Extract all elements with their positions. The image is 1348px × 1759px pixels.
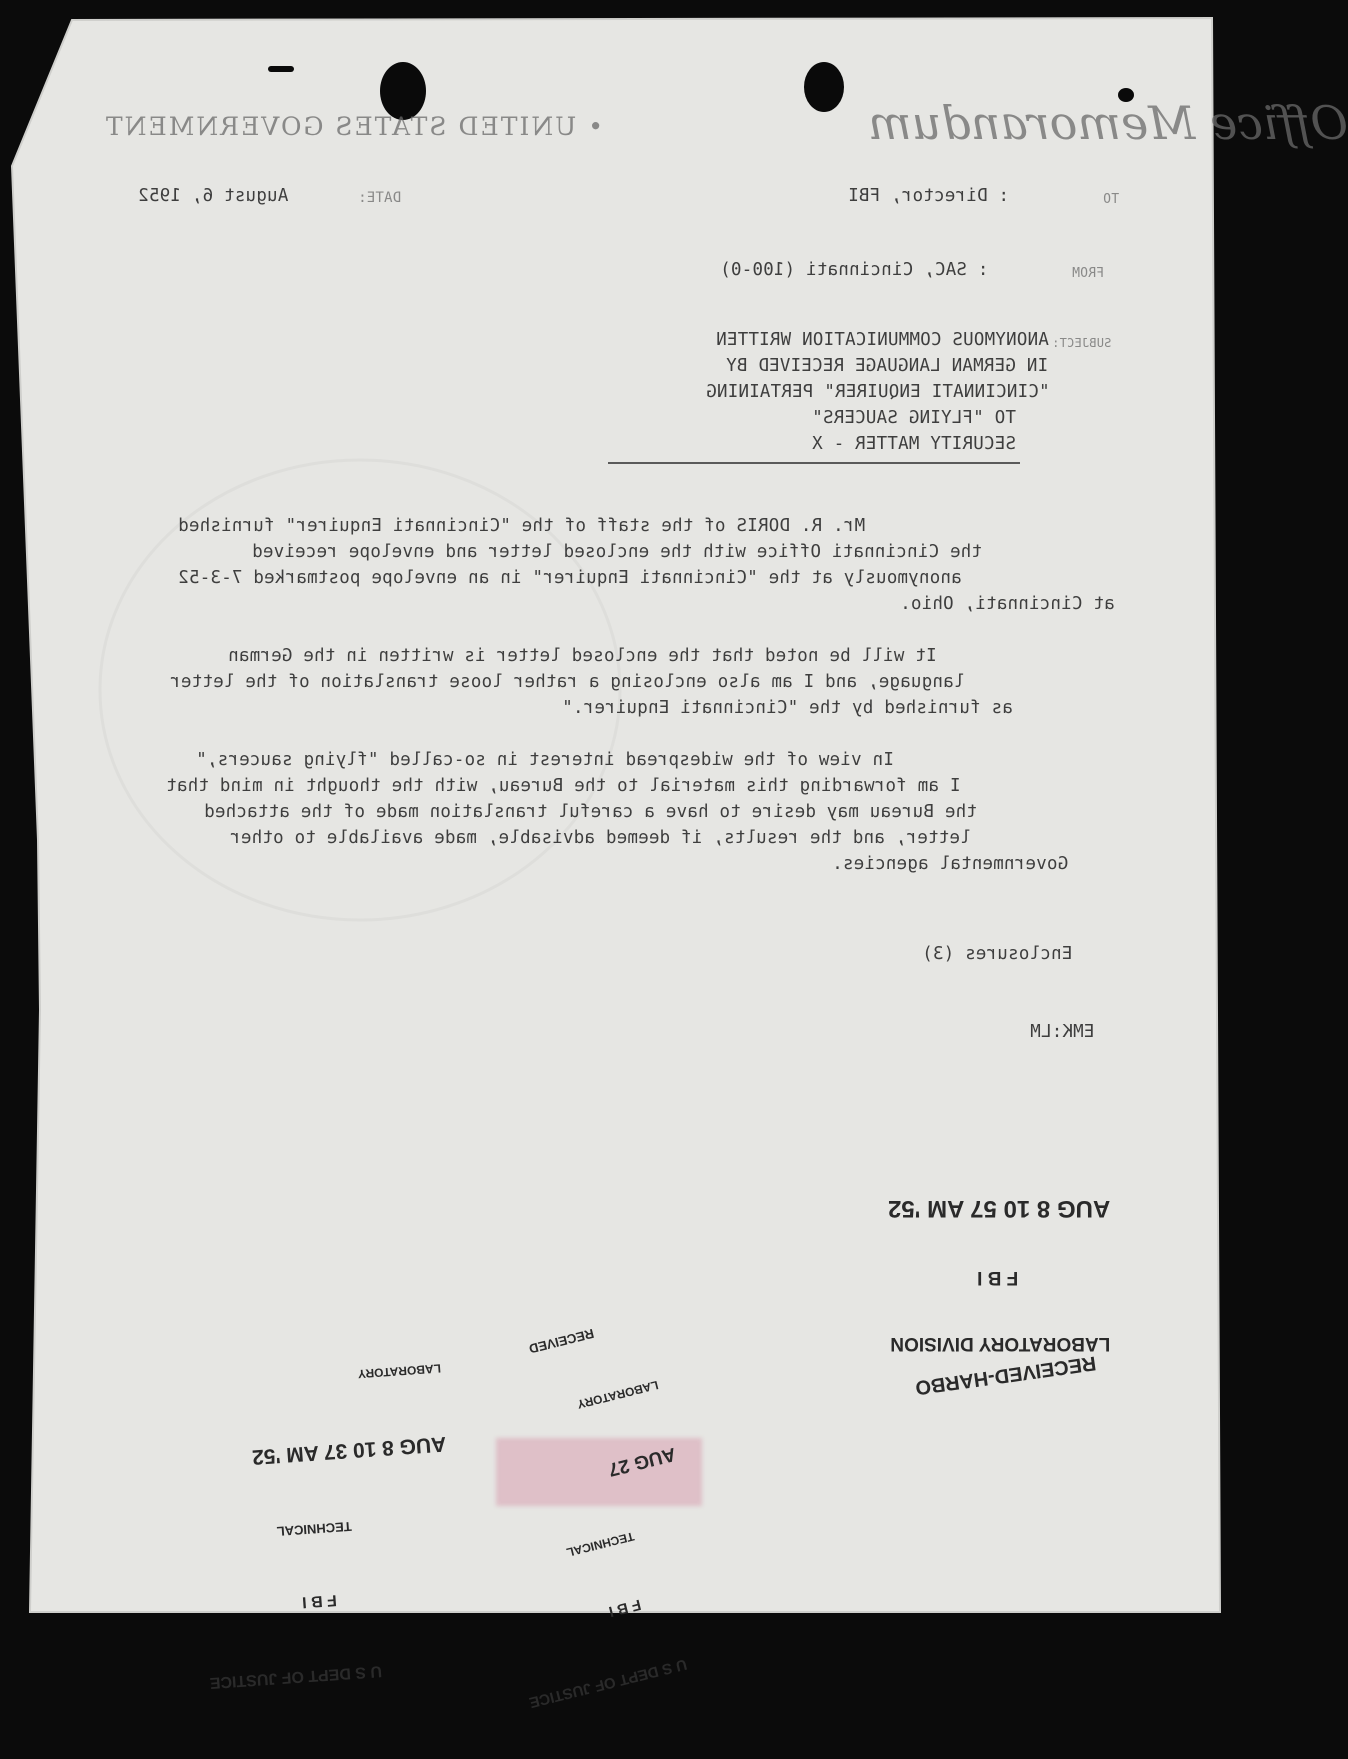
stamp-line: AUG 27 [605,1442,678,1480]
subject-line: SECURITY MATTER - X [812,434,1016,454]
body-line: at Cincinnati, Ohio. [900,594,1115,614]
stamp-line: U S DEPT OF JUSTICE [209,1662,383,1692]
stamp-line: LABORATORY [575,1377,660,1412]
from-label: FROM [1072,266,1105,281]
subject-line: TO "FLYING SAUCERS" [812,408,1016,428]
doj-stamp-left [187,1334,466,1744]
stamp-line: F B I [977,1267,1019,1288]
stamp-line: TECHNICAL [276,1518,353,1539]
subject-label: SUBJECT: [1052,336,1112,350]
body-line: It will be noted that the enclosed letter is written in the German [228,646,937,666]
stamp-line: AUG 8 10 57 AM '52 [888,1195,1111,1222]
body-line: I am forwarding this material to the Bureau, with the thought in mind that [166,776,961,796]
body-line: In view of the widespread interest in so-called "flying saucers," [196,750,894,770]
memo-title: Office Memorandum [868,96,1348,150]
body-line: anonymously at the "Cincinnati Enquirer" in an envelope postmarked 7-3-52 [178,568,962,588]
stamp-line: TECHNICAL [565,1529,636,1560]
body-line: as furnished by the "Cincinnati Enquirer." [562,698,1013,718]
speck-mark [268,66,294,72]
body-line: language, and I am also enclosing a rather loose translation of the letter [170,672,965,692]
enclosures-line: Enclosures (3) [922,944,1073,964]
subject-line: ANONYMOUS COMMUNICATION WRITTEN [716,330,1049,350]
date-value: August 6, 1952 [138,186,289,206]
initials-line: EMK:LM [1030,1022,1095,1042]
body-line: the Bureau may desire to have a careful translation made of the attached [204,802,977,822]
date-label: DATE: [358,190,402,206]
to-label: TO [1103,192,1120,207]
stamp-line: LABORATORY [357,1360,442,1381]
to-value: : Director, FBI [848,186,1010,206]
punch-hole-right [804,62,844,112]
subject-line: "CINCINNATI ENQUIRER" PERTAINING [706,382,1050,402]
stamp-line: LABORATORY DIVISION [890,1333,1111,1354]
stamp-line: AUG 8 10 37 AM '52 [251,1431,447,1469]
from-value: : SAC, Cincinnati (100-0) [720,260,989,280]
body-line: Mr. R. DORIS of the staff of the "Cincinnati Enquirer" furnished [178,516,866,536]
subject-line: IN GERMAN LANGUAGE RECEIVED BY [726,356,1049,376]
government-heading: • UNITED STATES GOVERNMENT [104,112,603,141]
stamp-line: U S DEPT OF JUSTICE [527,1655,689,1712]
stamp-line: RECEIVED [527,1325,596,1357]
stamp-line: F B I [606,1595,643,1620]
subject-underline [608,462,1020,464]
body-line: the Cincinnati Office with the enclosed letter and envelope received [252,542,983,562]
body-line: Governmental agencies. [832,854,1069,874]
body-line: letter, and the results, if deemed advisable, made available to other [230,828,971,848]
stamp-line: F B I [301,1591,338,1611]
stamp-line: RECEIVED-HARBO [913,1351,1098,1399]
